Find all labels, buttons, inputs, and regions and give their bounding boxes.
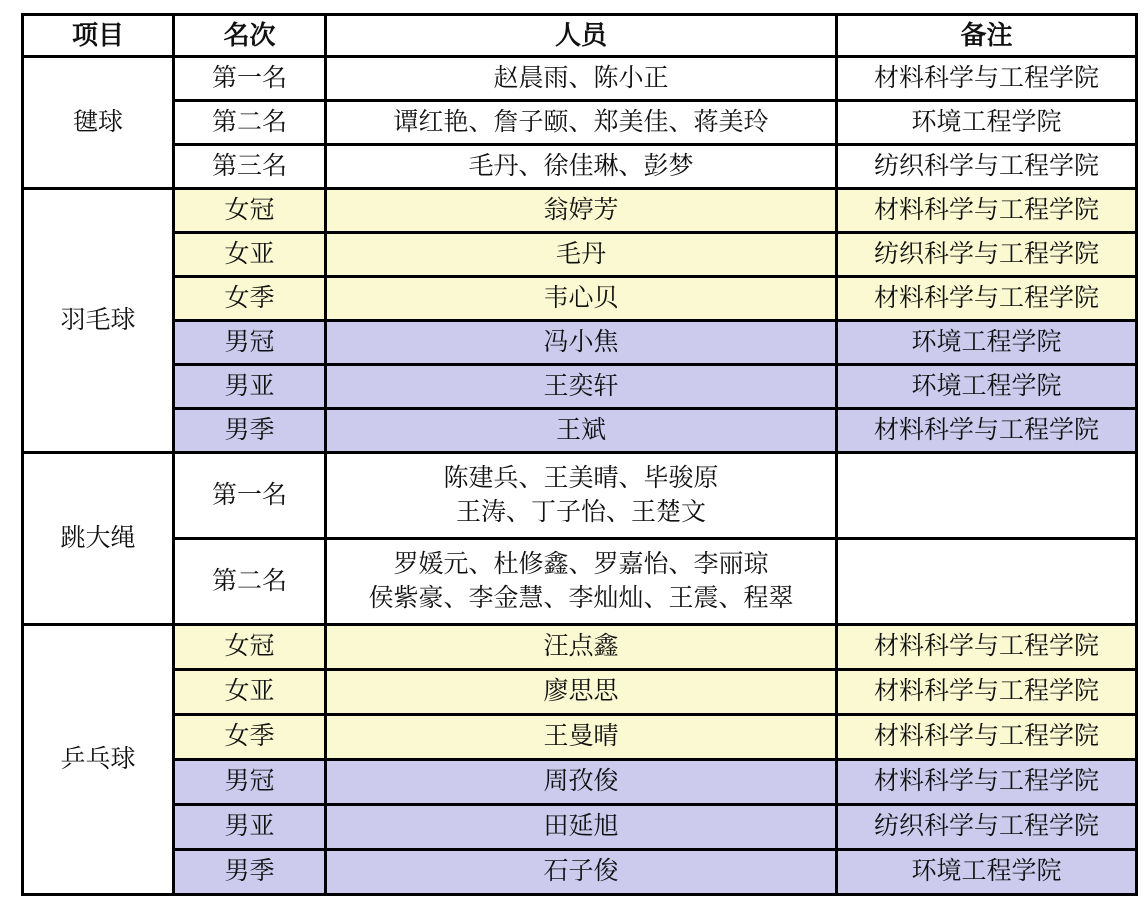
table-row [23, 145, 1137, 189]
table-row [23, 365, 1137, 409]
rank-cell: 女亚 [174, 233, 326, 277]
remark-cell: 材料科学与工程学院 [837, 277, 1137, 321]
table-header [23, 15, 1137, 57]
members-line: 毛丹 [555, 239, 606, 268]
members-cell [326, 625, 837, 670]
remark-cell [837, 539, 1137, 625]
rank-cell: 第一名 [174, 57, 326, 101]
table-row [23, 409, 1137, 453]
rank-cell: 男冠 [174, 321, 326, 365]
column-header-remark: 备注 [837, 15, 1137, 57]
members-line: 王涛、丁子怡、王楚文 [455, 497, 706, 526]
members-cell [326, 145, 837, 189]
members-line: 罗媛元、杜修鑫、罗嘉怡、李丽琼 [393, 549, 769, 578]
members-line: 王曼晴 [543, 722, 619, 751]
remark-cell: 材料科学与工程学院 [837, 625, 1137, 670]
members-cell [326, 321, 837, 365]
members-line: 翁婷芳 [543, 195, 619, 224]
remark-cell: 纺织科学与工程学院 [837, 145, 1137, 189]
table-row [23, 277, 1137, 321]
members-line: 石子俊 [543, 857, 619, 886]
event-cell: 毽球 [23, 57, 174, 189]
competition-results-table [21, 13, 1138, 896]
rank-cell: 男冠 [174, 760, 326, 805]
rank-cell: 女季 [174, 715, 326, 760]
members-cell [326, 805, 837, 850]
members-cell [326, 365, 837, 409]
members-cell [326, 101, 837, 145]
members-cell [326, 189, 837, 233]
table-row [23, 850, 1137, 895]
members-line: 谭红艳、詹子颐、郑美佳、蒋美玲 [393, 107, 769, 136]
members-line: 韦心贝 [543, 283, 619, 312]
remark-cell: 纺织科学与工程学院 [837, 233, 1137, 277]
rank-cell: 女季 [174, 277, 326, 321]
members-line: 廖思思 [543, 677, 619, 706]
remark-cell: 环境工程学院 [837, 101, 1137, 145]
members-line: 冯小焦 [543, 327, 619, 356]
remark-cell: 材料科学与工程学院 [837, 409, 1137, 453]
table-row [23, 101, 1137, 145]
rank-cell: 男季 [174, 850, 326, 895]
table-row [23, 321, 1137, 365]
members-line: 赵晨雨、陈小正 [493, 63, 669, 92]
members-cell [326, 453, 837, 539]
column-header-event: 项目 [23, 15, 174, 57]
remark-cell: 材料科学与工程学院 [837, 760, 1137, 805]
header-row [23, 15, 1137, 57]
members-cell [326, 277, 837, 321]
table-row [23, 57, 1137, 101]
rank-cell: 第二名 [174, 539, 326, 625]
rank-cell: 男季 [174, 409, 326, 453]
rank-cell: 男亚 [174, 365, 326, 409]
members-cell [326, 539, 837, 625]
remark-cell: 材料科学与工程学院 [837, 715, 1137, 760]
table-row [23, 539, 1137, 625]
members-line: 田延旭 [543, 812, 619, 841]
rank-cell: 女亚 [174, 670, 326, 715]
members-line: 毛丹、徐佳琳、彭梦 [468, 151, 694, 180]
table-row [23, 189, 1137, 233]
members-cell [326, 233, 837, 277]
members-line: 王奕轩 [543, 371, 619, 400]
remark-cell [837, 453, 1137, 539]
members-line: 陈建兵、王美晴、毕骏原 [443, 463, 719, 492]
remark-cell: 材料科学与工程学院 [837, 57, 1137, 101]
remark-cell: 环境工程学院 [837, 321, 1137, 365]
members-line: 汪点鑫 [543, 632, 619, 661]
remark-cell: 材料科学与工程学院 [837, 670, 1137, 715]
table-body [23, 57, 1137, 895]
event-cell: 乒乓球 [23, 625, 174, 895]
event-cell: 羽毛球 [23, 189, 174, 453]
members-line: 侯紫豪、李金慧、李灿灿、王震、程翠 [368, 583, 794, 612]
event-cell: 跳大绳 [23, 453, 174, 625]
table-row [23, 453, 1137, 539]
rank-cell: 女冠 [174, 625, 326, 670]
members-line: 王斌 [555, 415, 606, 444]
rank-cell: 第三名 [174, 145, 326, 189]
members-cell [326, 715, 837, 760]
table-row [23, 670, 1137, 715]
members-cell [326, 760, 837, 805]
table-row [23, 805, 1137, 850]
members-cell [326, 57, 837, 101]
members-cell [326, 850, 837, 895]
remark-cell: 环境工程学院 [837, 365, 1137, 409]
members-cell [326, 409, 837, 453]
remark-cell: 纺织科学与工程学院 [837, 805, 1137, 850]
table-row [23, 760, 1137, 805]
table-row [23, 715, 1137, 760]
table-row [23, 625, 1137, 670]
rank-cell: 女冠 [174, 189, 326, 233]
table-row [23, 233, 1137, 277]
members-line: 周孜俊 [543, 767, 619, 796]
remark-cell: 材料科学与工程学院 [837, 189, 1137, 233]
rank-cell: 第二名 [174, 101, 326, 145]
column-header-members: 人员 [326, 15, 837, 57]
members-cell [326, 670, 837, 715]
column-header-rank: 名次 [174, 15, 326, 57]
rank-cell: 男亚 [174, 805, 326, 850]
remark-cell: 环境工程学院 [837, 850, 1137, 895]
rank-cell: 第一名 [174, 453, 326, 539]
